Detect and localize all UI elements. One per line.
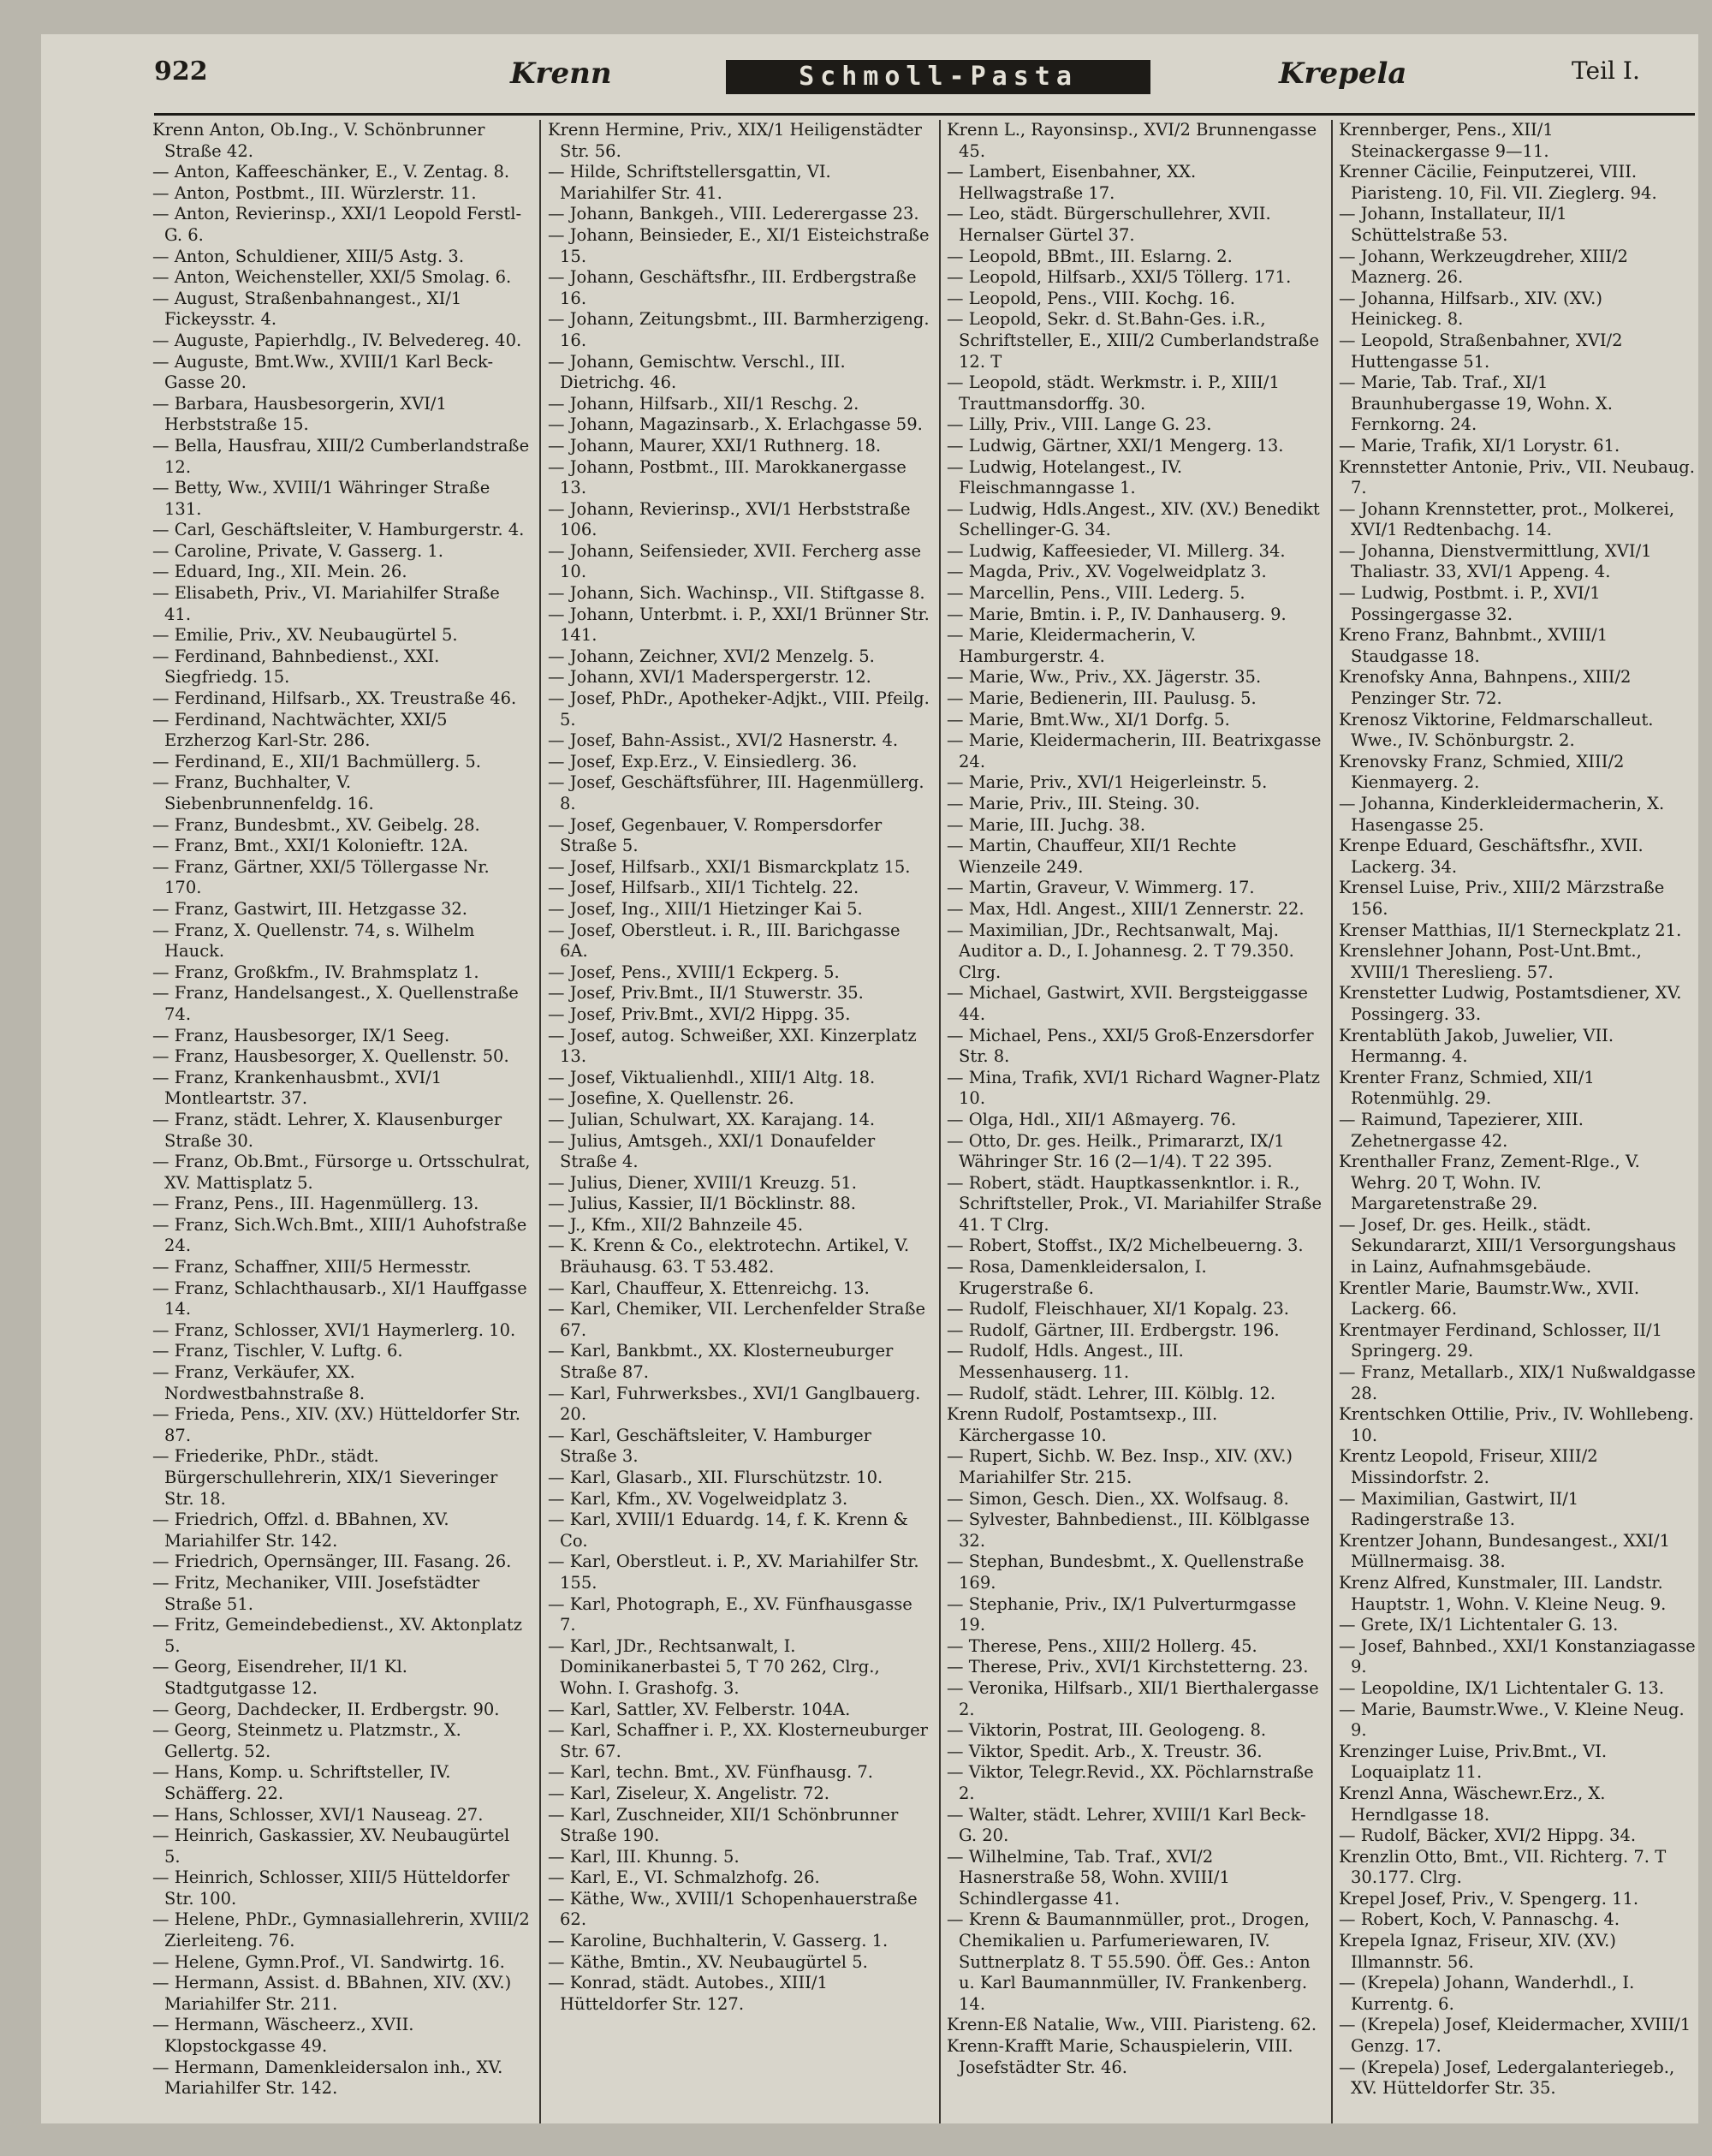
directory-entry: — Franz, Hausbesorger, IX/1 Seeg. [152,1025,450,1045]
directory-entry: — Marie, Baumstr.Wwe., V. Kleine Neug. 9. [1339,1699,1685,1741]
directory-entry: — Frieda, Pens., XIV. (XV.) Hütteldorfer Str. 87. [152,1404,521,1445]
directory-entry: — (Krepela) Josef, Ledergalanteriegeb., XV. Hütteldorfer Str. 35. [1339,2057,1675,2099]
directory-entry: — Lilly, Priv., VIII. Lange G. 23. [947,414,1212,435]
directory-entry: — Karl, Photograph, E., XV. Fünfhausgasse 7. [548,1593,912,1635]
directory-entry: — Bella, Hausfrau, XIII/2 Cumberlandstraße 12. [152,435,530,477]
directory-entry: — Grete, IX/1 Lichtentaler G. 13. [1339,1615,1619,1635]
directory-entry: — Anton, Postbmt., III. Würzlerstr. 11. [152,182,477,203]
directory-entry: — Josef, PhDr., Apotheker-Adjkt., VIII. Pfeilg. 5. [548,688,930,730]
directory-entry: — Johann, Geschäftsfhr., III. Erdbergstraße 16. [548,267,917,308]
directory-entry: — Otto, Dr. ges. Heilk., Primararzt, IX/1 Währinger Str. 16 (2—1/4). T 22 395. [947,1130,1285,1172]
directory-entry: — Georg, Eisendreher, II/1 Kl. Stadtgutgasse 12. [152,1657,407,1698]
directory-entry: — Johann, Werkzeugdreher, XIII/2 Maznerg. 26. [1339,246,1628,288]
directory-entry: — Anton, Revierinsp., XXI/1 Leopold Ferstl-G. 6. [152,204,522,245]
directory-entry: — Karl, Schaffner i. P., XX. Klosterneuburger Str. 67. [548,1720,928,1761]
directory-entry: — Eduard, Ing., XII. Mein. 26. [152,562,407,582]
directory-entry: — J., Kfm., XII/2 Bahnzeile 45. [548,1214,804,1235]
directory-entry: — Stephan, Bundesbmt., X. Quellenstraße 169. [947,1551,1305,1593]
directory-entry: — Franz, Gastwirt, III. Hetzgasse 32. [152,898,467,919]
directory-entry: — (Krepela) Josef, Kleidermacher, XVIII/1 Genzg. 17. [1339,2015,1691,2057]
directory-entry: Krenz Alfred, Kunstmaler, III. Landstr. Hauptstr. 1, Wohn. V. Kleine Neug. 9. [1339,1572,1667,1614]
directory-entry: — Hermann, Assist. d. BBahnen, XIV. (XV.) Mariahilfer Str. 211. [152,1973,512,2014]
directory-entry: — Hilde, Schriftstellersgattin, VI. Mariahilfer Str. 41. [548,162,831,203]
page-header [41,34,1698,96]
directory-entry: — Johann, Postbmt., III. Marokkanergasse 13. [548,456,907,498]
directory-entry: — Johann, XVI/1 Maderspergerstr. 12. [548,667,871,688]
directory-entry: — Elisabeth, Priv., VI. Mariahilfer Straße 41. [152,583,500,624]
directory-entry: — Max, Hdl. Angest., XIII/1 Zennerstr. 22. [947,898,1305,919]
directory-entry: — Karl, III. Khunng. 5. [548,1846,740,1867]
directory-entry: Krenslehner Johann, Post-Unt.Bmt., XVIII/1 Thereslieng. 57. [1339,941,1642,982]
directory-entry: — Georg, Steinmetz u. Platzmstr., X. Gellertg. 52. [152,1720,461,1761]
directory-entry: Krentler Marie, Baumstr.Ww., XVII. Lackerg. 66. [1339,1278,1640,1319]
directory-entry: — Franz, Hausbesorger, X. Quellenstr. 50. [152,1046,509,1067]
directory-entry: — Georg, Dachdecker, II. Erdbergstr. 90. [152,1699,500,1719]
directory-entry: — Maximilian, JDr., Rechtsanwalt, Maj. Auditor a. D., I. Johannesg. 2. T 79.350. Clrg. [947,920,1294,982]
directory-entry: — Ludwig, Hdls.Angest., XIV. (XV.) Benedikt Schellinger-G. 34. [947,498,1320,540]
directory-entry: — Leopold, Pens., VIII. Kochg. 16. [947,288,1235,308]
directory-entry: — Rudolf, städt. Lehrer, III. Kölblg. 12. [947,1383,1276,1403]
directory-entry: — Franz, Bundesbmt., XV. Geibelg. 28. [152,814,480,835]
column-divider [939,120,941,2123]
directory-entry: Krenosz Viktorine, Feldmarschalleut. Wwe., IV. Schönburgstr. 2. [1339,709,1654,751]
directory-entry: — Robert, Stoffst., IX/2 Michelbeuerng. 3. [947,1236,1304,1256]
directory-entry: — Anton, Kaffeeschänker, E., V. Zentag. 8. [152,162,510,182]
column-divider [1331,120,1333,2123]
directory-entry: — Heinrich, Schlosser, XIII/5 Hütteldorfer Str. 100. [152,1867,510,1909]
directory-entry: — Anton, Weichensteller, XXI/5 Smolag. 6. [152,267,512,288]
directory-entry: — Karl, Chauffeur, X. Ettenreichg. 13. [548,1278,870,1298]
directory-entry: — Hermann, Wäscheerz., XVII. Klopstockgasse 49. [152,2015,414,2057]
directory-entry: — Karl, JDr., Rechtsanwalt, I. Dominikanerbastei 5, T 70 262, Clrg., Wohn. I. Grashofg. 3. [548,1635,880,1698]
directory-entry: — Julius, Amtsgeh., XXI/1 Donaufelder Straße 4. [548,1130,876,1172]
directory-entry: — Josef, Oberstleut. i. R., III. Barichgasse 6A. [548,920,901,962]
directory-entry: — Franz, Gärtner, XXI/5 Töllergasse Nr. 170. [152,856,490,898]
directory-entry: — Josef, autog. Schweißer, XXI. Kinzerplatz 13. [548,1025,917,1067]
directory-entry: — Josef, Viktualienhdl., XIII/1 Altg. 18. [548,1067,876,1087]
directory-entry: — Stephanie, Priv., IX/1 Pulverturmgasse 19. [947,1593,1297,1635]
directory-entry: — Josefine, X. Quellenstr. 26. [548,1088,794,1109]
directory-entry: — Franz, Verkäufer, XX. Nordwestbahnstraße 8. [152,1362,366,1403]
directory-entry: — Marie, Kleidermacherin, III. Beatrixgasse 24. [947,730,1322,771]
directory-entry: — Michael, Pens., XXI/5 Groß-Enzersdorfer Str. 8. [947,1025,1314,1067]
directory-entry: — Marie, Tab. Traf., XI/1 Braunhubergasse 19, Wohn. X. Fernkorng. 24. [1339,372,1613,435]
directory-entry: Krentz Leopold, Friseur, XIII/2 Missindorfstr. 2. [1339,1446,1598,1487]
directory-entry: — Friederike, PhDr., städt. Bürgerschullehrerin, XIX/1 Sieveringer Str. 18. [152,1446,498,1509]
directory-entry: Krenstetter Ludwig, Postamtsdiener, XV. Possingerg. 33. [1339,983,1682,1024]
directory-entry: — Karl, Fuhrwerksbes., XVI/1 Ganglbauerg. 20. [548,1383,921,1425]
directory-entry: — Karl, Chemiker, VII. Lerchenfelder Straße 67. [548,1299,926,1340]
directory-entry: — Josef, Ing., XIII/1 Hietzinger Kai 5. [548,898,863,919]
directory-entry: — Karl, E., VI. Schmalzhofg. 26. [548,1867,820,1888]
directory-entry: — Marie, III. Juchg. 38. [947,814,1146,835]
directory-entry: — Karl, Sattler, XV. Felberstr. 104A. [548,1699,851,1719]
directory-entry: — Karl, Kfm., XV. Vogelweidplatz 3. [548,1488,848,1509]
directory-entry: — Magda, Priv., XV. Vogelweidplatz 3. [947,562,1267,582]
directory-entry: Krenovsky Franz, Schmied, XIII/2 Kienmayerg. 2. [1339,751,1625,793]
directory-entry: — Johann, Installateur, II/1 Schüttelstraße 53. [1339,204,1567,245]
directory-entry: — Rudolf, Gärtner, III. Erdbergstr. 196. [947,1319,1280,1340]
column-4 [1339,120,1697,2123]
directory-entry: — Betty, Ww., XVIII/1 Währinger Straße 131. [152,478,490,519]
directory-entry: — Therese, Priv., XVI/1 Kirchstetterng. 23. [947,1657,1309,1677]
directory-entry: — Johanna, Dienstvermittlung, XVI/1 Thaliastr. 33, XVI/1 Appeng. 4. [1339,540,1652,582]
directory-entry: Krenn Hermine, Priv., XIX/1 Heiligenstädter Str. 56. [548,120,922,161]
directory-entry: — Johann, Sich. Wachinsp., VII. Stiftgasse 8. [548,583,925,604]
directory-entry: Krenn Anton, Ob.Ing., V. Schönbrunner Straße 42. [152,120,485,161]
directory-entry: — Franz, Buchhalter, V. Siebenbrunnenfeldg. 16. [152,772,374,813]
directory-entry: — Josef, Priv.Bmt., XVI/2 Hippg. 35. [548,1004,851,1024]
column-3 [947,120,1323,2123]
directory-entry: — Marie, Kleidermacherin, V. Hamburgerstr. 4. [947,625,1197,666]
directory-entry: — Johann, Zeitungsbmt., III. Barmherzigeng. 16. [548,309,930,350]
directory-entry: — Rosa, Damenkleidersalon, I. Krugerstraße 6. [947,1257,1207,1298]
directory-entry: — Friedrich, Opernsänger, III. Fasang. 26. [152,1551,512,1572]
directory-entry: — Leopold, BBmt., III. Eslarng. 2. [947,246,1233,266]
directory-entry: Krenn-Krafft Marie, Schauspielerin, VIII. Josefstädter Str. 46. [947,2036,1293,2077]
directory-entry: — (Krepela) Johann, Wanderhdl., I. Kurrentg. 6. [1339,1973,1635,2014]
directory-entry: — Karoline, Buchhalterin, V. Gasserg. 1. [548,1931,889,1951]
directory-entry: — Leo, städt. Bürgerschullehrer, XVII. Hernalser Gürtel 37. [947,204,1271,245]
directory-entry: — Viktor, Telegr.Revid., XX. Pöchlarnstraße 2. [947,1762,1314,1803]
directory-entry: — Johann, Seifensieder, XVII. Fercherg asse 10. [548,540,922,582]
directory-entry: — Julian, Schulwart, XX. Karajang. 14. [548,1109,876,1129]
directory-entry: — Michael, Gastwirt, XVII. Bergsteiggasse 44. [947,983,1308,1024]
directory-entry: — Marie, Trafik, XI/1 Lorystr. 61. [1339,435,1620,456]
directory-entry: — Helene, PhDr., Gymnasiallehrerin, XVIII/2 Zierleiteng. 76. [152,1909,530,1951]
directory-entry: — Franz, Krankenhausbmt., XVI/1 Montleartstr. 37. [152,1067,443,1109]
directory-entry: Krennstetter Antonie, Priv., VII. Neubaug. 7. [1339,456,1695,498]
directory-entry: — Ferdinand, Bahnbedienst., XXI. Siegfriedg. 15. [152,646,440,688]
directory-entry: — Leopold, Straßenbahner, XVI/2 Huttengasse 51. [1339,330,1623,372]
directory-entry: Krentmayer Ferdinand, Schlosser, II/1 Springerg. 29. [1339,1319,1663,1361]
directory-entry: — Maximilian, Gastwirt, II/1 Radingerstraße 13. [1339,1488,1579,1530]
directory-entry: Krenofsky Anna, Bahnpens., XIII/2 Penzinger Str. 72. [1339,667,1632,709]
last-entry-name: Krepela [1279,57,1407,91]
directory-entry: — Ludwig, Kaffeesieder, VI. Millerg. 34. [947,540,1286,561]
directory-entry: — Auguste, Papierhdlg., IV. Belvedereg. 40. [152,330,522,350]
directory-entry: — Marie, Bmtin. i. P., IV. Danhauserg. 9. [947,604,1287,624]
directory-entry: — Käthe, Ww., XVIII/1 Schopenhauerstraße 62. [548,1888,918,1930]
directory-entry: — Helene, Gymn.Prof., VI. Sandwirtg. 16. [152,1951,505,1972]
directory-entry: Krenn-Eß Natalie, Ww., VIII. Piaristeng. 62. [947,2015,1317,2035]
directory-entry: — Marcellin, Pens., VIII. Lederg. 5. [947,583,1245,604]
directory-entry: — Josef, Exp.Erz., V. Einsiedlerg. 36. [548,751,858,771]
directory-entry: — Franz, städt. Lehrer, X. Klausenburger Straße 30. [152,1109,502,1151]
directory-entry: — Franz, Pens., III. Hagenmüllerg. 13. [152,1194,479,1214]
directory-entry: — Franz, Schlachthausarb., XI/1 Hauffgasse 14. [152,1278,527,1319]
directory-entry: — Julius, Kassier, II/1 Böcklinstr. 88. [548,1194,856,1214]
directory-entry: — Karl, Ziseleur, X. Angelistr. 72. [548,1783,829,1803]
directory-entry: — Franz, Ob.Bmt., Fürsorge u. Ortsschulrat, XV. Mattisplatz 5. [152,1152,531,1193]
directory-entry: — Wilhelmine, Tab. Traf., XVI/2 Hasnerstraße 58, Wohn. XVIII/1 Schindlergasse 41. [947,1846,1230,1909]
directory-entry: — Emilie, Priv., XV. Neubaugürtel 5. [152,625,458,646]
directory-entry: — Julius, Diener, XVIII/1 Kreuzg. 51. [548,1172,857,1193]
directory-entry: — Viktorin, Postrat, III. Geologeng. 8. [947,1720,1267,1741]
directory-entry: — Fritz, Mechaniker, VIII. Josefstädter Straße 51. [152,1572,480,1614]
directory-entry: — Josef, Bahnbed., XXI/1 Konstanziagasse 9. [1339,1635,1696,1677]
directory-entry: Krensel Luise, Priv., XIII/2 Märzstraße 156. [1339,878,1665,919]
directory-entry: — Veronika, Hilfsarb., XII/1 Bierthalergasse 2. [947,1677,1319,1719]
directory-entry: — Robert, städt. Hauptkassenkntlor. i. R., Schriftsteller, Prok., VI. Mariahilfer Straße 41. T Clrg. [947,1172,1322,1235]
directory-entry: — Hans, Komp. u. Schriftsteller, IV. Schäfferg. 22. [152,1762,451,1803]
directory-entry: — Ferdinand, E., XII/1 Bachmüllerg. 5. [152,751,481,771]
directory-entry: — Leopold, Sekr. d. St.Bahn-Ges. i.R., Schriftsteller, E., XIII/2 Cumberlandstraße 12. T [947,309,1319,372]
directory-entry: — Karl, techn. Bmt., XV. Fünfhausg. 7. [548,1762,873,1783]
directory-entry: — Ferdinand, Hilfsarb., XX. Treustraße 46. [152,688,517,709]
directory-entry: — Krenn & Baumannmüller, prot., Drogen, Chemikalien u. Parfumeriewaren, IV. Suttnerplatz 8. T 55.590. Öff. Ges.: Anton u. Karl Baumannmüller, IV. Frankenberg. 14. [947,1909,1311,2014]
directory-entry: — Johanna, Hilfsarb., XIV. (XV.) Heinickeg. 8. [1339,288,1602,330]
directory-entry: — Franz, Tischler, V. Luftg. 6. [152,1341,403,1361]
directory-entry: — Viktor, Spedit. Arb., X. Treustr. 36. [947,1741,1263,1761]
directory-entry: — Rupert, Sichb. W. Bez. Insp., XIV. (XV.) Mariahilfer Str. 215. [947,1446,1293,1487]
directory-entry: — Franz, Bmt., XXI/1 Kolonieftr. 12A. [152,836,469,856]
directory-entry: — Johann, Unterbmt. i. P., XXI/1 Brünner Str. 141. [548,604,930,646]
column-2 [548,120,931,2123]
directory-entry: Krenthaller Franz, Zement-Rlge., V. Wehrg. 20 T, Wohn. IV. Margaretenstraße 29. [1339,1152,1640,1214]
header-rule [154,113,1695,116]
directory-entry: Krentschken Ottilie, Priv., IV. Wohllebeng. 10. [1339,1404,1694,1445]
directory-entry: — Rudolf, Fleischhauer, XI/1 Kopalg. 23. [947,1299,1289,1319]
directory-entry: — Johann, Magazinsarb., X. Erlachgasse 59. [548,414,923,435]
directory-entry: — Johann, Hilfsarb., XII/1 Reschg. 2. [548,393,859,414]
directory-entry: — Hans, Schlosser, XVI/1 Nauseag. 27. [152,1804,484,1825]
directory-entry: — Johann Krennstetter, prot., Molkerei, XVI/1 Redtenbachg. 14. [1339,498,1675,540]
directory-entry: — Johann, Beinsieder, E., XI/1 Eisteichstraße 15. [548,224,930,266]
directory-entry: — K. Krenn & Co., elektrotechn. Artikel, V. Bräuhausg. 63. T 53.482. [548,1236,910,1278]
directory-entry: — Johann, Revierinsp., XVI/1 Herbststraße 106. [548,498,911,540]
directory-entry: Krennberger, Pens., XII/1 Steinackergasse 9—11. [1339,120,1554,161]
directory-entry: — Karl, Geschäftsleiter, V. Hamburger Straße 3. [548,1425,872,1467]
directory-entry: — Josef, Hilfsarb., XXI/1 Bismarckplatz 15. [548,856,911,877]
directory-entry: — Robert, Koch, V. Pannaschg. 4. [1339,1909,1620,1930]
directory-entry: Krenzl Anna, Wäschewr.Erz., X. Herndlgasse 18. [1339,1783,1606,1825]
directory-entry: — Franz, Metallarb., XIX/1 Nußwaldgasse 28. [1339,1362,1696,1403]
directory-entry: — Therese, Pens., XIII/2 Hollerg. 45. [947,1635,1257,1656]
directory-entry: — August, Straßenbahnangest., XI/1 Fickeysstr. 4. [152,288,462,330]
directory-entry: — Sylvester, Bahnbedienst., III. Kölblgasse 32. [947,1510,1311,1551]
directory-entry: — Ludwig, Hotelangest., IV. Fleischmanngasse 1. [947,456,1183,498]
directory-entry: Krenpe Eduard, Geschäftsfhr., XVII. Lackerg. 34. [1339,836,1644,877]
directory-entry: — Raimund, Tapezierer, XIII. Zehetnergasse 42. [1339,1109,1584,1151]
directory-entry: Krenzlin Otto, Bmt., VII. Richterg. 7. T 30.177. Clrg. [1339,1846,1667,1888]
directory-entry: — Josef, Dr. ges. Heilk., städt. Sekundararzt, XIII/1 Versorgungshaus in Lainz, Aufnahmsgebäude. [1339,1214,1676,1278]
directory-entry: — Johann, Maurer, XXI/1 Ruthnerg. 18. [548,435,882,456]
directory-entry: Krenner Cäcilie, Feinputzerei, VIII. Piaristeng. 10, Fil. VII. Zieglerg. 94. [1339,162,1657,203]
directory-entry: — Lambert, Eisenbahner, XX. Hellwagstraße 17. [947,162,1197,203]
directory-entry: — Johann, Bankgeh., VIII. Lederergasse 23. [548,204,919,224]
directory-entry: — Johann, Gemischtw. Verschl., III. Dietrichg. 46. [548,351,846,393]
directory-entry: Krepela Ignaz, Friseur, XIV. (XV.) Illmannstr. 56. [1339,1931,1616,1972]
directory-entry: — Leopold, städt. Werkmstr. i. P., XIII/1 Trauttmansdorffg. 30. [947,372,1280,414]
directory-entry: — Marie, Priv., III. Steing. 30. [947,794,1200,813]
directory-entry: — Martin, Chauffeur, XII/1 Rechte Wienzeile 249. [947,836,1237,877]
directory-entry: — Karl, XVIII/1 Eduardg. 14, f. K. Krenn & Co. [548,1510,908,1551]
directory-entry: — Franz, Handelsangest., X. Quellenstraße 74. [152,983,519,1024]
directory-entry: — Josef, Pens., XVIII/1 Eckperg. 5. [548,962,840,982]
directory-entry: — Ludwig, Gärtner, XXI/1 Mengerg. 13. [947,435,1284,456]
first-entry-name: Krenn [510,57,612,91]
directory-page [41,34,1698,2123]
directory-entry: — Barbara, Hausbesorgerin, XVI/1 Herbststraße 15. [152,393,447,435]
directory-entry: — Heinrich, Gaskassier, XV. Neubaugürtel 5. [152,1825,510,1867]
directory-entry: — Friedrich, Offzl. d. BBahnen, XV. Mariahilfer Str. 142. [152,1510,449,1551]
directory-entry: — Karl, Oberstleut. i. P., XV. Mariahilfer Str. 155. [548,1551,919,1593]
directory-entry: — Rudolf, Hdls. Angest., III. Messenhauserg. 11. [947,1341,1184,1383]
directory-entry: — Walter, städt. Lehrer, XVIII/1 Karl Beck-G. 20. [947,1804,1306,1846]
directory-entry: — Olga, Hdl., XII/1 Aßmayerg. 76. [947,1109,1237,1129]
directory-entry: — Leopoldine, IX/1 Lichtentaler G. 13. [1339,1677,1665,1698]
directory-entry: — Johanna, Kinderkleidermacherin, X. Hasengasse 25. [1339,794,1665,835]
directory-entry: — Josef, Priv.Bmt., II/1 Stuwerstr. 35. [548,983,864,1004]
directory-entry: — Franz, X. Quellenstr. 74, s. Wilhelm Hauck. [152,920,475,962]
directory-entry: — Josef, Gegenbauer, V. Rompersdorfer Straße 5. [548,814,883,856]
directory-entry: — Josef, Hilfsarb., XII/1 Tichtelg. 22. [548,878,859,898]
directory-entry: — Marie, Bmt.Ww., XI/1 Dorfg. 5. [947,709,1230,730]
directory-entry: — Fritz, Gemeindebedienst., XV. Aktonplatz 5. [152,1615,522,1656]
directory-entry: Krenter Franz, Schmied, XII/1 Rotenmühlg. 29. [1339,1067,1595,1109]
directory-entry: — Franz, Sich.Wch.Bmt., XIII/1 Auhofstraße 24. [152,1214,527,1256]
directory-entry: — Ferdinand, Nachtwächter, XXI/5 Erzherzog Karl-Str. 286. [152,709,448,751]
directory-entry: Krentzer Johann, Bundesangest., XXI/1 Müllnermaisg. 38. [1339,1530,1670,1572]
directory-entry: — Auguste, Bmt.Ww., XVIII/1 Karl Beck-Gasse 20. [152,351,494,393]
directory-entry: — Carl, Geschäftsleiter, V. Hamburgerstr. 4. [152,520,525,540]
directory-entry: — Ludwig, Postbmt. i. P., XVI/1 Possingergasse 32. [1339,583,1601,624]
directory-entry: — Karl, Zuschneider, XII/1 Schönbrunner Straße 190. [548,1804,899,1846]
directory-entry: — Martin, Graveur, V. Wimmerg. 17. [947,878,1255,898]
directory-entry: Kreno Franz, Bahnbmt., XVIII/1 Staudgasse 18. [1339,625,1608,666]
directory-entry: — Leopold, Hilfsarb., XXI/5 Töllerg. 171. [947,267,1292,288]
directory-entry: — Josef, Bahn-Assist., XVI/2 Hasnerstr. 4. [548,730,899,751]
directory-entry: — Mina, Trafik, XVI/1 Richard Wagner-Platz 10. [947,1067,1321,1109]
column-1 [152,120,531,2123]
directory-entry: — Caroline, Private, V. Gasserg. 1. [152,540,444,561]
directory-entry: Krepel Josef, Priv., V. Spengerg. 11. [1339,1888,1639,1909]
directory-entry: Krenn L., Rayonsinsp., XVI/2 Brunnengasse 45. [947,120,1317,161]
directory-entry: — Franz, Großkfm., IV. Brahmsplatz 1. [152,962,479,982]
directory-entry: — Josef, Geschäftsführer, III. Hagenmüllerg. 8. [548,772,924,813]
directory-entry: — Marie, Bedienerin, III. Paulusg. 5. [947,688,1257,709]
directory-entry: — Karl, Bankbmt., XX. Klosterneuburger Straße 87. [548,1341,894,1383]
directory-entry: Krenn Rudolf, Postamtsexp., III. Kärchergasse 10. [947,1404,1218,1445]
directory-entry: — Marie, Priv., XVI/1 Heigerleinstr. 5. [947,772,1268,793]
directory-entry: — Käthe, Bmtin., XV. Neubaugürtel 5. [548,1951,868,1972]
directory-entry: — Franz, Schaffner, XIII/5 Hermesstr. [152,1257,472,1278]
directory-entry: Krenzinger Luise, Priv.Bmt., VI. Loquaiplatz 11. [1339,1741,1608,1783]
advertisement-banner: Schmoll-Pasta [726,60,1150,94]
page-number: 922 [154,57,208,86]
directory-entry: — Rudolf, Bäcker, XVI/2 Hippg. 34. [1339,1825,1637,1846]
directory-entry: — Hermann, Damenkleidersalon inh., XV. Mariahilfer Str. 142. [152,2057,503,2099]
directory-entry: — Marie, Ww., Priv., XX. Jägerstr. 35. [947,667,1262,688]
directory-entry: — Karl, Glasarb., XII. Flurschützstr. 10. [548,1468,883,1487]
directory-entry: — Johann, Zeichner, XVI/2 Menzelg. 5. [548,646,875,666]
directory-entry: — Konrad, städt. Autobes., XIII/1 Hütteldorfer Str. 127. [548,1973,828,2014]
directory-entry: — Anton, Schuldiener, XIII/5 Astg. 3. [152,246,465,266]
directory-entry: Krenser Matthias, II/1 Sterneckplatz 21. [1339,920,1682,940]
directory-entry: — Franz, Schlosser, XVI/1 Haymerlerg. 10. [152,1319,516,1340]
directory-entry: Krentablüth Jakob, Juwelier, VII. Hermanng. 4. [1339,1025,1614,1067]
part-label: Teil I. [1572,57,1640,85]
column-divider [539,120,541,2123]
directory-entry: — Simon, Gesch. Dien., XX. Wolfsaug. 8. [947,1488,1289,1509]
